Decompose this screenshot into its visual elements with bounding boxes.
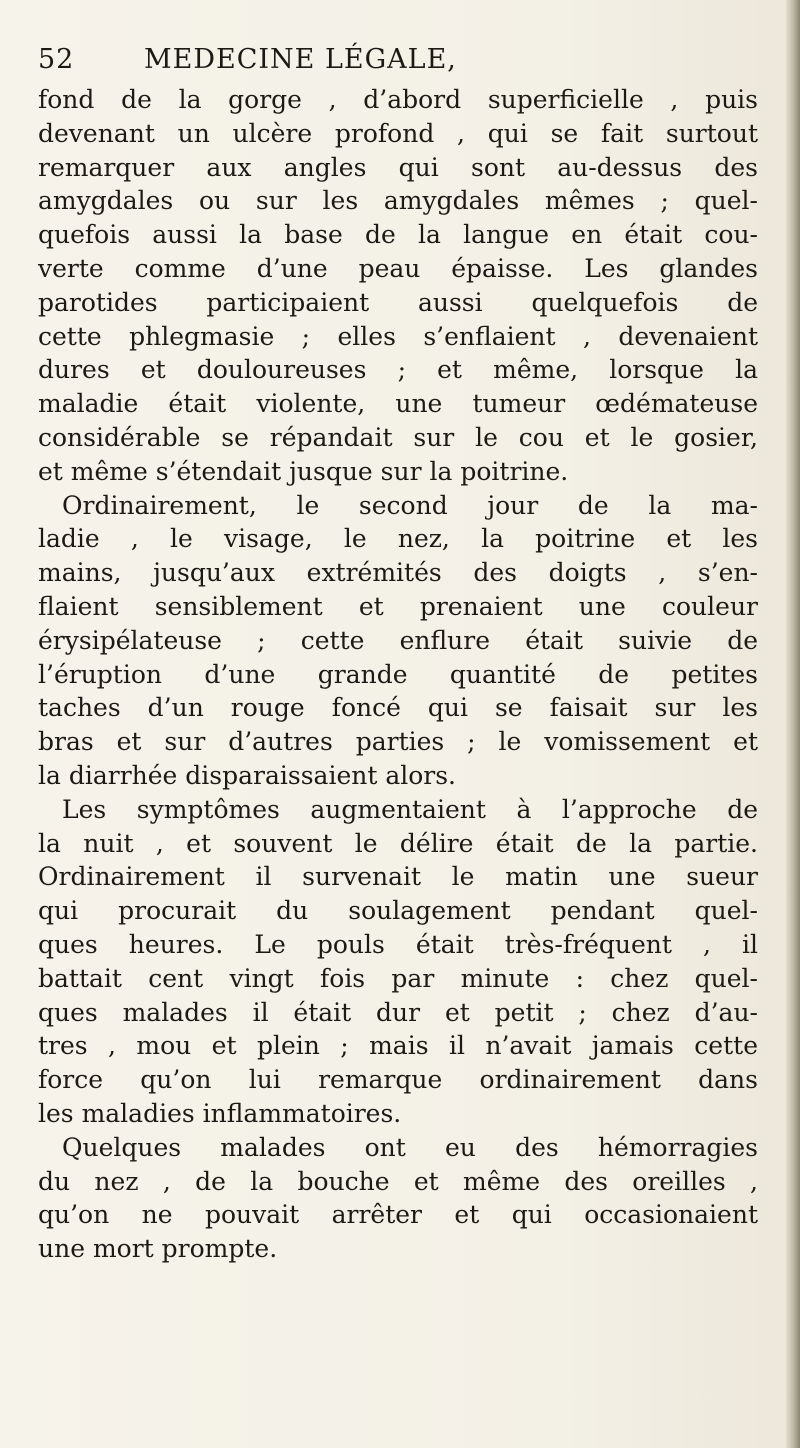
text-line: force qu’on lui remarque ordinairement dans xyxy=(38,1065,758,1095)
text-line: la nuit , et souvent le délire était de la partie. xyxy=(38,828,758,858)
text-line: considérable se répandait sur le cou et le gosier, xyxy=(38,422,758,452)
text-line: une mort prompte. xyxy=(38,1234,278,1264)
text-line: flaient sensiblement et prenaient une couleur xyxy=(38,591,758,621)
text-line: l’éruption d’une grande quantité de petites xyxy=(38,659,758,689)
text-line: Ordinairement il survenait le matin une sueur xyxy=(38,862,758,892)
text-line: Quelques malades ont eu des hémorragies xyxy=(62,1132,758,1162)
text-line: la diarrhée disparaissaient alors. xyxy=(38,760,457,790)
body-text xyxy=(38,83,758,1266)
running-title: MEDECINE LÉGALE, xyxy=(144,44,457,75)
text-line: qu’on ne pouvait arrêter et qui occasionaient xyxy=(38,1200,758,1230)
text-line: ques heures. Le pouls était très-fréquent , il xyxy=(38,929,758,959)
text-line: dures et douloureuses ; et même, lorsque la xyxy=(38,355,758,385)
text-line: et même s’étendait jusque sur la poitrine. xyxy=(38,456,569,486)
text-line: verte comme d’une peau épaisse. Les glandes xyxy=(38,253,758,283)
text-line: fond de la gorge , d’abord superficielle , puis xyxy=(38,85,758,114)
text-line: devenant un ulcère profond , qui se fait surtout xyxy=(38,118,758,148)
text-line: ladie , le visage, le nez, la poitrine et les xyxy=(38,524,758,554)
text-line: amygdales ou sur les amygdales mêmes ; quel- xyxy=(38,186,758,216)
text-line: érysipélateuse ; cette enflure était suivie de xyxy=(38,625,758,655)
text-line: bras et sur d’autres parties ; le vomissement et xyxy=(38,727,758,757)
text-line: cette phlegmasie ; elles s’enflaient , devenaient xyxy=(38,321,758,351)
text-line: Les symptômes augmentaient à l’approche de xyxy=(62,794,758,824)
page-header xyxy=(38,44,738,84)
text-line: taches d’un rouge foncé qui se faisait sur les xyxy=(38,693,758,723)
text-line: parotides participaient aussi quelquefois de xyxy=(38,287,758,317)
text-line: remarquer aux angles qui sont au-dessus des xyxy=(38,152,758,182)
text-line: maladie était violente, une tumeur œdémateuse xyxy=(38,389,758,419)
page-number: 52 xyxy=(38,44,75,75)
text-line: qui procurait du soulagement pendant quel- xyxy=(38,896,758,926)
text-line: quefois aussi la base de la langue en était cou- xyxy=(38,220,758,250)
page-edge-shadow xyxy=(786,0,800,1448)
text-line: du nez , de la bouche et même des oreilles , xyxy=(38,1166,758,1196)
text-line: ques malades il était dur et petit ; chez d’au- xyxy=(38,997,758,1027)
text-line: les maladies inflammatoires. xyxy=(38,1098,402,1128)
text-line: mains, jusqu’aux extrémités des doigts , s’en- xyxy=(38,558,758,588)
text-line: tres , mou et plein ; mais il n’avait jamais cette xyxy=(38,1031,758,1061)
text-line: battait cent vingt fois par minute : chez quel- xyxy=(38,963,758,993)
text-line: Ordinairement, le second jour de la ma- xyxy=(62,490,758,520)
